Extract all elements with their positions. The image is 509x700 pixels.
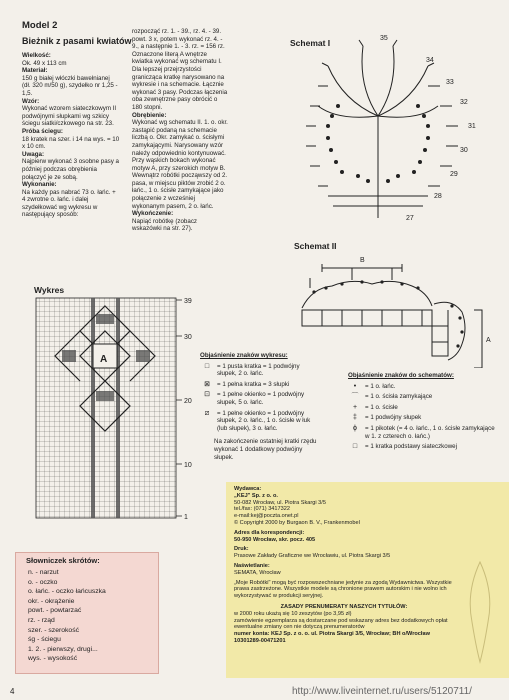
glossary-item: o. - oczko <box>28 578 58 586</box>
legend-right-text: = 1 pikotek (= 4 o. łańc., 1 o. ścisłe zamykające w 1. z czterech o. łańc.) <box>365 424 495 440</box>
schema1-row-35: 35 <box>380 35 388 42</box>
decorative-lace-icon <box>458 552 502 672</box>
schema1-row-32: 32 <box>460 99 468 106</box>
print-heading: Druk: <box>234 546 249 553</box>
legend-right-item <box>348 404 498 412</box>
wykres-grid <box>34 296 194 522</box>
subscription-line: numer konta: KEJ Sp. z o. o. ul. Piotra Skargi 3/5, Wrocław; BH o/Wrocław 10301289-00471201 <box>234 631 430 644</box>
legend-left-text: = 1 pełne okienko = 1 podwójny słupek, 5 o. łańc. <box>217 391 305 406</box>
execution-text: Na każdy pas nabrać 73 o. łańc. + 4 zwrotne o. łańc. i dalej szydełkować wg wykresu w następujący sposób: <box>22 188 116 219</box>
continuation-text: rozpocząć rz. 1. - 39., rz. 4. - 39. powt. 3 x, potem wykonać rz. 4. - 9., a następnie 1. - 3. rz. = 156 rz. Oznaczone literą A wnętrze kwiatka wykonać wg schematu I. Dla lepszej przejrzystości granicząca kratkę narysowano na wykresie i na schemacie. Łącznie wykonać 3 pasy. Podczas łączenia oba zewnętrzne pasy obrócić o 180 stopni. <box>132 28 228 111</box>
glossary-title: Słowniczek skrótów: <box>26 556 100 565</box>
dotted-square-icon: ⊡ <box>204 391 210 399</box>
exposure-heading: Naświetlanie: <box>234 562 270 569</box>
correspondence-heading: Adres dla korespondencji: <box>234 529 305 536</box>
legend-left-item <box>200 363 320 378</box>
schema1-row-34: 34 <box>426 57 434 64</box>
schema1-row-31: 31 <box>468 123 476 130</box>
crossed-square-icon: ⊠ <box>204 380 210 388</box>
glossary-item: okr. - okrążenie <box>28 597 75 605</box>
legend-right-item <box>348 414 498 422</box>
legend-left-item <box>200 410 320 433</box>
publisher-line: tel./fax: (071) 3417322 <box>234 506 290 513</box>
note-heading: Uwaga: <box>22 150 45 158</box>
square-icon: □ <box>352 443 358 451</box>
glossary-list <box>28 568 158 664</box>
material-text: 150 g białej włóczki bawełnianej (dł. 320 m/50 g), szydełko nr 1,25 - 1,5. <box>22 74 118 97</box>
legend-right-text: = 1 kratka podstawy siateczkowej <box>365 443 457 451</box>
schema2-title: Schemat II <box>294 241 337 251</box>
legend-left-title: Objaśnienie znaków wykresu: <box>200 352 288 359</box>
legend-right-item <box>348 425 498 440</box>
legend-left-item <box>200 381 320 389</box>
source-url[interactable]: http://www.liveinternet.ru/users/5120711/ <box>292 686 472 697</box>
page-title: Bieżnik z pasami kwiatów <box>22 36 132 46</box>
legend-right-text: = 1 o. łańc. <box>365 382 396 390</box>
middle-column <box>132 28 228 233</box>
size-heading: Wielkość: <box>22 52 51 59</box>
legend-right-text: = 1 o. ścisła zamykające <box>365 393 433 401</box>
glossary-item: rz. - rząd <box>28 616 55 624</box>
row-label-30: 30 <box>184 334 192 341</box>
execution-heading: Wykonanie: <box>22 181 57 189</box>
glossary-item: szer. - szerokość <box>28 626 79 634</box>
page-number: 4 <box>10 687 15 696</box>
legend-left <box>200 352 320 461</box>
subscription-line: w 2000 roku ukażą się 10 zeszytów (po 3,95 zł) <box>234 610 352 617</box>
legend-right-text: = 1 o. ścisłe <box>365 403 398 411</box>
glossary-item: wys. - wysokość <box>28 655 78 663</box>
subscription-heading: ZASADY PRENUMERATY NASZYCH TYTUŁÓW: <box>280 603 408 610</box>
legend-right-item <box>348 383 498 391</box>
schema2-label-a: A <box>486 337 491 344</box>
legend-left-note: Na zakończenie ostatniej kratki rzędu wykonać 1 dodatkowy podwójny słupek. <box>214 438 317 461</box>
schema1-row-33: 33 <box>446 79 454 86</box>
row-label-1: 1 <box>184 514 188 521</box>
diagonal-square-icon: ⧄ <box>204 409 210 417</box>
schema1-row-30: 30 <box>460 147 468 154</box>
schema2-label-b: B <box>360 257 365 264</box>
legend-left-item <box>200 391 320 406</box>
picot-icon: ϕ <box>353 424 357 432</box>
gauge-heading: Próba ściegu: <box>22 127 63 135</box>
exposure-line: SEMATA, Wrocław <box>234 569 281 576</box>
glossary-item: 1. 2. - pierwszy, drugi... <box>28 645 98 653</box>
size-text: Ok. 49 x 113 cm <box>22 59 67 67</box>
schema1-title: Schemat I <box>290 38 331 48</box>
glossary-item: n. - narzut <box>28 569 59 576</box>
publisher-line: 50-082 Wrocław, ul. Piotra Skargi 3/5 <box>234 499 326 506</box>
legend-right-text: = 1 podwójny słupek <box>365 414 422 422</box>
row-label-20: 20 <box>184 398 192 405</box>
dot-icon: • <box>353 382 357 390</box>
glossary-item: o. łańc. - oczko łańcuszka <box>28 588 106 596</box>
legend-left-text: = 1 pełna kratka = 3 słupki <box>217 380 290 388</box>
legend-right-title: Objaśnienie znaków do schematów: <box>348 372 454 379</box>
glossary-item: śg - ściegu <box>28 636 61 644</box>
publisher-heading: Wydawca: <box>234 486 262 492</box>
model-label: Model 2 <box>22 20 58 31</box>
publisher-line: © Copyright 2000 by Burgaon B. V., Frankenmobel <box>234 519 360 526</box>
schema2-diagram <box>292 248 504 368</box>
border-text: Wykonać wg schematu II. 1. o. okr. zastąpić podaną na schemacie liczbą o. Okr. zamykać o. ścisłymi zamykającymi. Narysowany wzór należy odpowiednio kontynuować. Przy wąskich bokach wykonać motyw A, przy szerokich motyw B. Wewnątrz robótki począwszy od 2. pasa, w miejscu piktów zrobić 2 o. łańc., 1 o. ścisłe zamykające jako połączenie z wcześniej wykonanym pasem, 2 o. łańc. <box>132 119 228 210</box>
legend-right <box>348 372 498 454</box>
note-text: Najpierw wykonać 3 osobne pasy a później podczas obrębienia połączyć je ze sobą. <box>22 158 119 181</box>
footer <box>0 686 509 700</box>
left-column <box>22 52 120 219</box>
publisher-box <box>226 482 509 678</box>
pattern-text: Wykonać wzorem siateczkowym II podwójnymi słupkami wg szkicy ściegu siatki/czkowego na str. 23. <box>22 105 117 128</box>
legend-left-text: = 1 pełne okienko = 1 podwójny słupek, 2 o. łańc., 1 o. ścisłe w łuk (lub słupek), 3 o. łańc. <box>217 409 311 432</box>
material-heading: Materiał: <box>22 67 48 75</box>
subscription-line: ewentualne zmiany cen nie dotyczą prenumeratorów <box>234 624 365 631</box>
border-heading: Obrębienie: <box>132 111 167 119</box>
arc-icon: ⌒ <box>351 393 359 401</box>
wykres-center-a: A <box>100 354 108 365</box>
schema1-row-28: 28 <box>434 193 442 200</box>
pattern-heading: Wzór: <box>22 97 40 105</box>
empty-square-icon: □ <box>204 362 210 370</box>
publisher-line: e-mail:kej@poczta.onet.pl <box>234 513 299 520</box>
schema1-row-29: 29 <box>450 171 458 178</box>
plus-icon: + <box>352 403 358 411</box>
correspondence-line: 50-950 Wrocław, skr. pocz. 405 <box>234 536 316 543</box>
copyright-note: „Moje Robótki" mogą być rozpowszechniane jedynie za zgodą Wydawnictwa. Wszystkie prawa zastrzeżone. Wszystkie modele są chronione prawem autorskim i nie wolno ich wykorzystywać w produkcji seryjnej. <box>234 579 452 600</box>
subscription-line: zamówienie egzemplarza są dostarczane pod wskazany adres bez dodatkowych opłat <box>234 617 448 624</box>
double-stitch-icon: ‡ <box>353 414 357 422</box>
publisher-info <box>234 486 454 645</box>
row-label-39: 39 <box>184 298 192 305</box>
legend-right-item <box>348 393 498 401</box>
print-line: Prasowe Zakłady Graficzne we Wrocławiu, ul. Piotra Skargi 3/5 <box>234 553 391 560</box>
glossary-item: powt. - powtarzać <box>28 607 82 615</box>
publisher-line: „KEJ" Sp. z o. o. <box>234 492 278 499</box>
legend-right-item <box>348 443 498 451</box>
finishing-text: Napiąć robótkę (zobacz wskazówki na str. 27). <box>132 217 198 233</box>
glossary-box <box>15 552 159 674</box>
schema1-row-27: 27 <box>406 215 414 222</box>
finishing-heading: Wykończenie: <box>132 210 174 218</box>
wykres-title: Wykres <box>34 285 65 295</box>
gauge-text: 18 kratek na szer. i 14 na wys. = 10 x 10 cm. <box>22 135 120 151</box>
row-label-10: 10 <box>184 462 192 469</box>
legend-left-text: = 1 pusta kratka = 1 podwójny słupek, 2 o. łańc. <box>217 362 300 378</box>
schema1-diagram <box>298 26 498 226</box>
